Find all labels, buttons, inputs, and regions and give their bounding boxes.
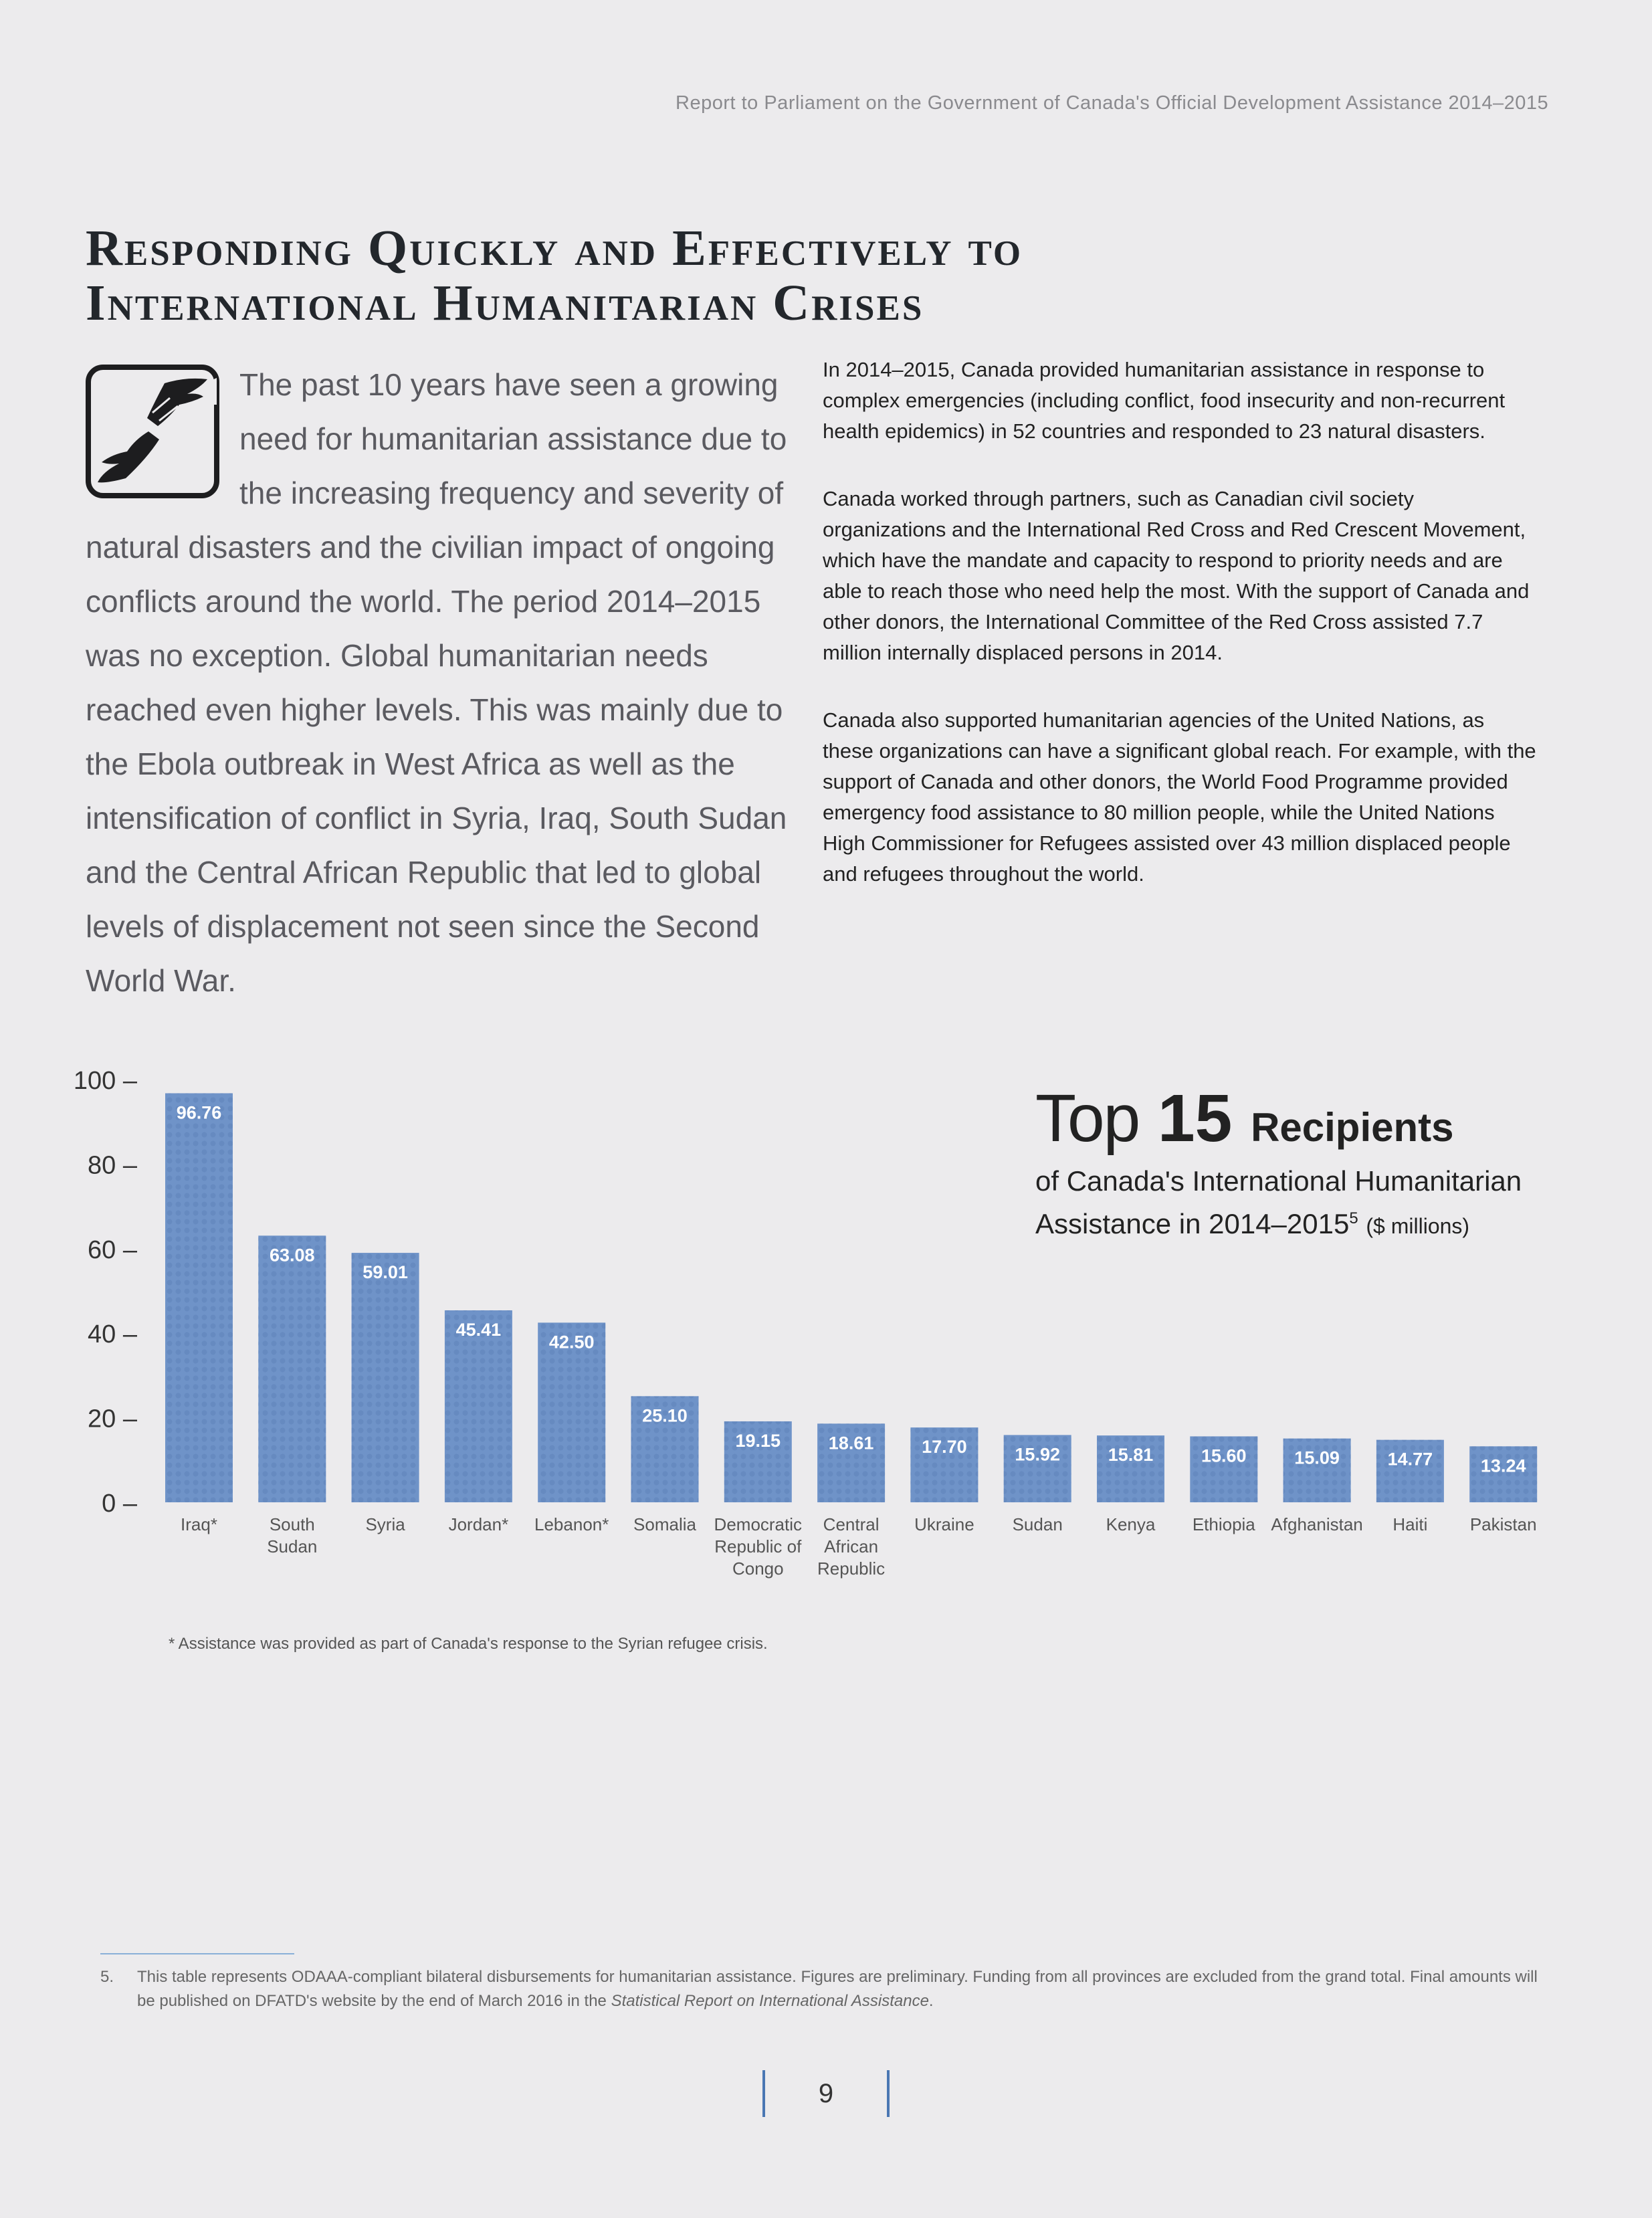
chart-title-line-2: of Canada's International Humanitarian [1035, 1165, 1522, 1197]
bar-value-label: 42.50 [548, 1332, 595, 1352]
footnote-text-end: . [928, 1992, 934, 2010]
bar-value-label: 14.77 [1387, 1449, 1433, 1470]
category-label: Ethiopia [1192, 1514, 1255, 1534]
bar-value-label: 25.10 [642, 1405, 688, 1426]
bar-value-label: 18.61 [828, 1433, 874, 1453]
bar-texture [258, 1235, 326, 1502]
footnote [100, 1965, 1558, 2013]
footnote-body [137, 1965, 1555, 2013]
intro-text: The past 10 years have seen a growing need for humanitarian assistance due to the increasing frequency and severity of natural disasters and the civilian impact of ongoing conflicts around the world. The period 2014–2015 was no exception. Global humanitarian needs reached even higher levels. This was mainly due to the Ebola outbreak in West Africa as well as the intensification of conflict in Syria, Iraq, South Sudan and the Central African Republic that led to global levels of displacement not seen since the Second World War. [86, 367, 787, 998]
category-label: Sudan [267, 1536, 318, 1556]
intro-paragraph [86, 358, 788, 1008]
category-label: Lebanon* [534, 1514, 609, 1534]
chart-title-line-3 [1035, 1200, 1570, 1245]
category-label: Republic of [714, 1536, 802, 1556]
footnote-text-start: This table represents ODAAA-compliant bilateral disbursements for humanitarian assistance. Figures are preliminary. Funding from all provinces are excluded from the grand total. Final amounts will be published on DFATD's website by the end of March 2016 in the [137, 1968, 1538, 2010]
page-title-line-2: International Humanitarian Crises [86, 275, 924, 331]
category-label: South [269, 1514, 315, 1534]
bar-value-label: 15.60 [1201, 1445, 1247, 1466]
bar-value-label: 13.24 [1480, 1455, 1526, 1476]
category-label: Sudan [1012, 1514, 1063, 1534]
page-number [762, 2070, 890, 2117]
category-label: Syria [365, 1514, 405, 1534]
category-label: Iraq* [181, 1514, 217, 1534]
category-label: Central [823, 1514, 880, 1534]
category-label: Somalia [633, 1514, 696, 1534]
bar-value-label: 15.81 [1108, 1445, 1154, 1466]
y-tick-label: 80 – [88, 1151, 137, 1180]
footnote-divider [100, 1953, 294, 1954]
paragraph-2: Canada worked through partners, such as Canadian civil society organizations and the International Red Cross and Red Crescent Movement, which have the mandate and capacity to respond to priority needs and are able to reach those who need help the most. With the support of Canada and other donors, the International Committee of the Red Cross assisted 7.7 million internally displaced persons in 2014. [823, 487, 1530, 664]
bar-value-label: 59.01 [363, 1262, 408, 1283]
bar-value-label: 96.76 [176, 1102, 222, 1123]
page-title-line-1: Responding Quickly and Effectively to [86, 220, 1023, 276]
category-label: Congo [732, 1558, 784, 1579]
footnote-number: 5. [100, 1968, 114, 1986]
page-title [86, 221, 1423, 330]
page-number-value: 9 [818, 2079, 834, 2108]
chart-title-top: Top [1035, 1081, 1140, 1156]
y-tick-label: 40 – [88, 1320, 137, 1349]
bar-value-label: 19.15 [735, 1430, 781, 1451]
y-tick-label: 20 – [88, 1405, 137, 1433]
chart-title-year: Assistance in 2014–2015 [1035, 1208, 1350, 1239]
chart-title-units: ($ millions) [1366, 1214, 1470, 1238]
paragraph-3: Canada also supported humanitarian agencies of the United Nations, as these organizations can have a significant global reach. For example, with the support of Canada and other donors, the World Food Programme provided emergency food assistance to 80 million people, while the United Nations High Commissioner for Refugees assisted over 43 million displaced people and refugees throughout the world. [823, 708, 1536, 886]
category-label: Republic [817, 1558, 886, 1579]
category-label: Jordan* [448, 1514, 509, 1534]
running-header: Report to Parliament on the Government of Canada's Official Development Assistance 2014–2015 [676, 92, 1549, 114]
bar-value-label: 15.09 [1294, 1447, 1340, 1468]
y-tick-label: 0 – [102, 1490, 137, 1518]
page-number-left-bar [762, 2070, 765, 2117]
icon-spacer [86, 358, 239, 512]
bar-value-label: 63.08 [270, 1245, 315, 1266]
y-tick-label: 60 – [88, 1235, 137, 1264]
chart-note: * Assistance was provided as part of Canada's response to the Syrian refugee crisis. [169, 1635, 768, 1653]
bar-value-label: 15.92 [1015, 1444, 1060, 1465]
y-tick-label: 100 – [73, 1067, 137, 1095]
footnote-text-italic: Statistical Report on International Assistance [611, 1992, 929, 2010]
category-label: Haiti [1392, 1514, 1428, 1534]
bar-value-label: 45.41 [455, 1320, 502, 1340]
right-column [823, 355, 1538, 926]
category-label: Democratic [714, 1514, 803, 1534]
bar-texture [165, 1093, 233, 1502]
chart-title-superscript: 5 [1349, 1209, 1358, 1227]
category-label: Afghanistan [1271, 1514, 1363, 1534]
chart-title [1035, 1081, 1570, 1245]
chart-title-recipients: Recipients [1251, 1105, 1454, 1150]
category-label: Pakistan [1469, 1514, 1537, 1534]
bar-texture [352, 1253, 419, 1502]
chart-title-top-line [1035, 1081, 1570, 1163]
paragraph-1: In 2014–2015, Canada provided humanitarian assistance in response to complex emergencies (including conflict, food insecurity and non-recurrent health epidemics) in 52 countries and responded to 23 natural disasters. [823, 358, 1506, 443]
category-label: Ukraine [914, 1514, 974, 1534]
category-label: Kenya [1106, 1514, 1156, 1534]
page-number-right-bar [887, 2070, 890, 2117]
bar-value-label: 17.70 [922, 1437, 967, 1457]
chart-title-number: 15 [1158, 1081, 1233, 1156]
category-label: African [824, 1536, 879, 1556]
